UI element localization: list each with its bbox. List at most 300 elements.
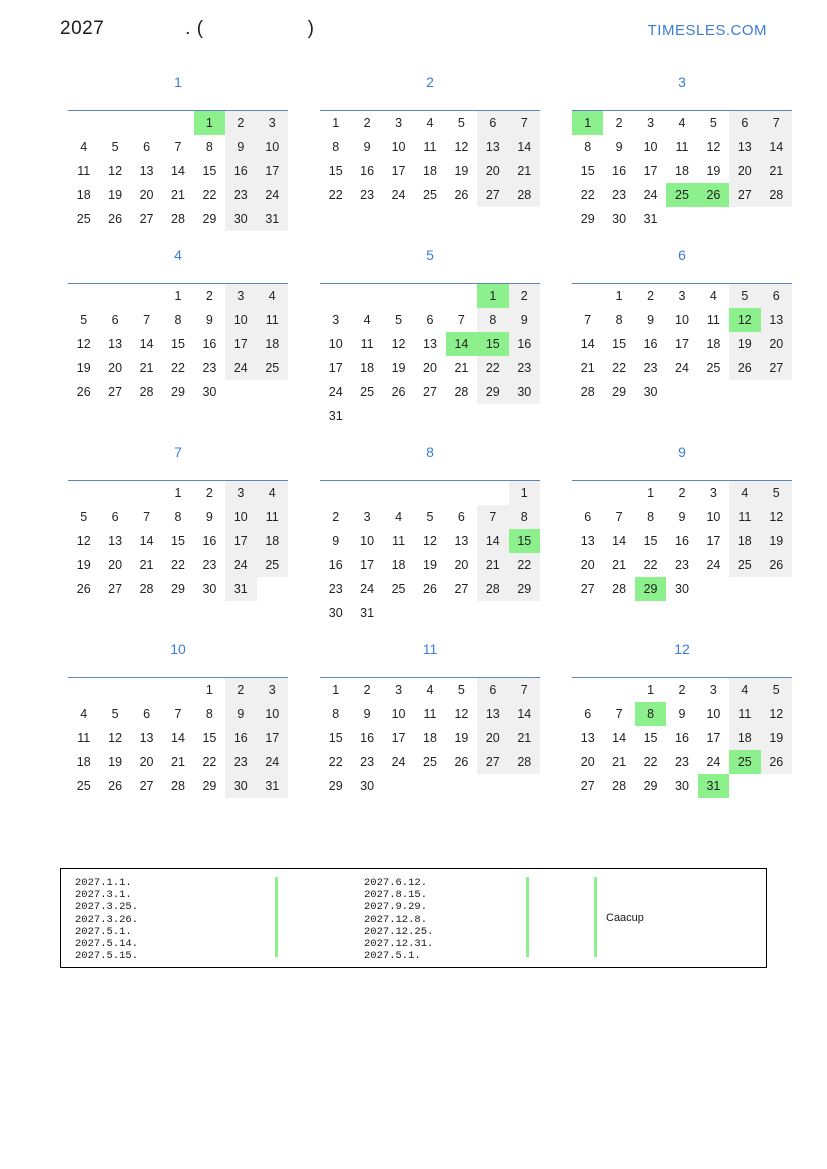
day-cell-weekend[interactable]: 7 [509, 111, 540, 136]
day-cell[interactable]: 16 [675, 731, 689, 745]
day-cell[interactable]: 26 [423, 582, 437, 596]
day-cell[interactable]: 1 [332, 116, 340, 130]
day-cell[interactable]: 25 [76, 212, 91, 226]
day-cell[interactable]: 6 [584, 707, 592, 721]
day-cell-weekend[interactable]: 27 [761, 356, 792, 380]
day-cell[interactable]: 10 [391, 140, 406, 154]
day-cell[interactable]: 6 [143, 707, 151, 721]
day-cell-holiday[interactable]: 29 [635, 577, 666, 601]
day-cell[interactable]: 13 [580, 534, 595, 548]
day-cell[interactable]: 24 [328, 385, 343, 399]
day-cell[interactable]: 9 [332, 534, 340, 548]
day-cell-weekend[interactable]: 6 [477, 111, 508, 136]
day-cell[interactable]: 4 [426, 116, 434, 130]
day-cell[interactable]: 22 [202, 755, 217, 769]
day-cell-weekend[interactable]: 13 [477, 135, 508, 159]
day-cell[interactable]: 7 [143, 313, 151, 327]
day-cell-weekend[interactable]: 18 [729, 726, 760, 750]
day-cell-weekend[interactable]: 3 [225, 284, 256, 309]
day-cell-weekend[interactable]: 12 [761, 505, 792, 529]
day-cell[interactable]: 14 [580, 337, 595, 351]
day-cell-weekend[interactable]: 24 [257, 750, 288, 774]
day-cell-holiday[interactable]: 1 [194, 111, 225, 136]
day-cell[interactable]: 5 [426, 510, 434, 524]
day-cell[interactable]: 27 [108, 385, 123, 399]
day-cell-holiday[interactable]: 15 [509, 529, 540, 553]
day-cell-weekend[interactable]: 24 [257, 183, 288, 207]
day-cell-weekend[interactable]: 16 [225, 726, 256, 750]
day-cell[interactable]: 28 [612, 779, 627, 793]
day-cell[interactable]: 6 [111, 313, 119, 327]
day-cell-weekend[interactable]: 14 [477, 529, 508, 553]
day-cell[interactable]: 15 [202, 731, 217, 745]
day-cell[interactable]: 22 [643, 755, 658, 769]
day-cell[interactable]: 25 [391, 582, 406, 596]
day-cell[interactable]: 27 [454, 582, 469, 596]
day-cell[interactable]: 10 [706, 707, 721, 721]
day-cell[interactable]: 16 [328, 558, 343, 572]
day-cell[interactable]: 12 [454, 140, 469, 154]
day-cell[interactable]: 2 [647, 289, 655, 303]
day-cell[interactable]: 14 [612, 731, 627, 745]
day-cell[interactable]: 3 [709, 683, 717, 697]
day-cell[interactable]: 15 [643, 731, 658, 745]
day-cell[interactable]: 24 [706, 755, 721, 769]
day-cell-weekend[interactable]: 27 [729, 183, 760, 207]
day-cell[interactable]: 22 [580, 188, 595, 202]
day-cell[interactable]: 22 [171, 361, 185, 375]
day-cell[interactable]: 9 [678, 510, 686, 524]
day-cell-weekend[interactable]: 27 [477, 183, 508, 207]
day-cell-weekend[interactable]: 26 [761, 553, 792, 577]
day-cell[interactable]: 12 [706, 140, 721, 154]
day-cell[interactable]: 14 [171, 731, 185, 745]
day-cell[interactable]: 23 [612, 188, 627, 202]
day-cell[interactable]: 29 [643, 779, 658, 793]
day-cell[interactable]: 3 [395, 116, 403, 130]
day-cell[interactable]: 1 [174, 486, 182, 500]
day-cell[interactable]: 21 [139, 361, 154, 375]
day-cell[interactable]: 20 [108, 361, 123, 375]
day-cell[interactable]: 4 [395, 510, 403, 524]
day-cell[interactable]: 30 [360, 779, 375, 793]
day-cell[interactable]: 8 [332, 140, 340, 154]
day-cell[interactable]: 5 [111, 140, 119, 154]
day-cell[interactable]: 9 [678, 707, 686, 721]
day-cell[interactable]: 29 [202, 779, 217, 793]
day-cell-weekend[interactable]: 22 [509, 553, 540, 577]
day-cell[interactable]: 17 [706, 534, 721, 548]
day-cell[interactable]: 8 [584, 140, 592, 154]
day-cell-weekend[interactable]: 4 [257, 481, 288, 506]
day-cell[interactable]: 22 [202, 188, 217, 202]
day-cell-holiday[interactable]: 26 [698, 183, 729, 207]
day-cell[interactable]: 19 [108, 188, 123, 202]
day-cell[interactable]: 24 [391, 755, 406, 769]
day-cell[interactable]: 11 [423, 707, 437, 721]
day-cell-weekend[interactable]: 20 [477, 159, 508, 183]
day-cell[interactable]: 13 [454, 534, 469, 548]
day-cell-weekend[interactable]: 6 [729, 111, 760, 136]
day-cell[interactable]: 27 [139, 779, 154, 793]
day-cell[interactable]: 1 [174, 289, 182, 303]
day-cell[interactable]: 8 [332, 707, 340, 721]
day-cell-weekend[interactable]: 10 [225, 505, 256, 529]
day-cell-weekend[interactable]: 7 [761, 111, 792, 136]
day-cell[interactable]: 30 [328, 606, 343, 620]
day-cell-weekend[interactable]: 17 [225, 332, 256, 356]
day-cell[interactable]: 31 [643, 212, 658, 226]
day-cell-holiday[interactable]: 14 [446, 332, 477, 356]
day-cell-weekend[interactable]: 18 [257, 332, 288, 356]
day-cell[interactable]: 11 [77, 164, 91, 178]
day-cell[interactable]: 7 [174, 707, 182, 721]
day-cell-holiday[interactable]: 12 [729, 308, 760, 332]
day-cell[interactable]: 25 [706, 361, 721, 375]
day-cell[interactable]: 7 [584, 313, 592, 327]
day-cell[interactable]: 19 [454, 164, 469, 178]
day-cell[interactable]: 23 [360, 755, 375, 769]
day-cell[interactable]: 8 [174, 313, 182, 327]
day-cell[interactable]: 11 [675, 140, 689, 154]
day-cell[interactable]: 7 [615, 707, 623, 721]
day-cell[interactable]: 23 [202, 558, 217, 572]
day-cell[interactable]: 18 [360, 361, 375, 375]
day-cell[interactable]: 13 [108, 337, 123, 351]
day-cell[interactable]: 22 [328, 755, 343, 769]
day-cell[interactable]: 30 [612, 212, 627, 226]
day-cell[interactable]: 10 [706, 510, 721, 524]
day-cell[interactable]: 14 [139, 534, 154, 548]
day-cell[interactable]: 18 [675, 164, 689, 178]
day-cell[interactable]: 20 [580, 755, 595, 769]
day-cell[interactable]: 15 [202, 164, 217, 178]
day-cell[interactable]: 15 [328, 731, 343, 745]
day-cell[interactable]: 4 [80, 707, 88, 721]
day-cell[interactable]: 5 [395, 313, 403, 327]
day-cell[interactable]: 28 [454, 385, 469, 399]
day-cell[interactable]: 5 [457, 683, 465, 697]
day-cell[interactable]: 4 [426, 683, 434, 697]
day-cell[interactable]: 26 [391, 385, 406, 399]
day-cell[interactable]: 22 [171, 558, 185, 572]
day-cell-weekend[interactable]: 2 [225, 111, 256, 136]
day-cell-weekend[interactable]: 18 [257, 529, 288, 553]
day-cell[interactable]: 3 [332, 313, 340, 327]
day-cell-weekend[interactable]: 13 [761, 308, 792, 332]
day-cell-weekend[interactable]: 4 [729, 481, 760, 506]
day-cell-weekend[interactable]: 10 [257, 135, 288, 159]
day-cell[interactable]: 10 [360, 534, 375, 548]
day-cell-weekend[interactable]: 24 [225, 553, 256, 577]
day-cell[interactable]: 29 [171, 385, 185, 399]
day-cell[interactable]: 5 [709, 116, 717, 130]
day-cell-weekend[interactable]: 10 [257, 702, 288, 726]
day-cell-weekend[interactable]: 11 [729, 505, 760, 529]
day-cell-weekend[interactable]: 11 [257, 505, 288, 529]
day-cell[interactable]: 8 [174, 510, 182, 524]
day-cell[interactable]: 8 [205, 707, 213, 721]
day-cell[interactable]: 14 [612, 534, 627, 548]
day-cell[interactable]: 10 [328, 337, 343, 351]
day-cell[interactable]: 21 [454, 361, 469, 375]
day-cell[interactable]: 15 [171, 534, 185, 548]
day-cell-weekend[interactable]: 27 [477, 750, 508, 774]
day-cell-weekend[interactable]: 3 [225, 481, 256, 506]
day-cell-weekend[interactable]: 13 [477, 702, 508, 726]
day-cell[interactable]: 31 [360, 606, 375, 620]
day-cell-weekend[interactable]: 18 [729, 529, 760, 553]
day-cell[interactable]: 28 [171, 779, 185, 793]
day-cell[interactable]: 10 [391, 707, 406, 721]
day-cell[interactable]: 16 [202, 337, 217, 351]
day-cell-weekend[interactable]: 9 [225, 135, 256, 159]
day-cell[interactable]: 3 [647, 116, 655, 130]
day-cell[interactable]: 23 [675, 755, 689, 769]
day-cell[interactable]: 7 [615, 510, 623, 524]
day-cell[interactable]: 21 [171, 188, 185, 202]
day-cell[interactable]: 19 [76, 558, 91, 572]
day-cell[interactable]: 24 [360, 582, 375, 596]
day-cell-weekend[interactable]: 29 [509, 577, 540, 601]
day-cell-weekend[interactable]: 12 [761, 702, 792, 726]
day-cell-weekend[interactable]: 23 [225, 183, 256, 207]
day-cell-weekend[interactable]: 8 [477, 308, 508, 332]
day-cell-holiday[interactable]: 31 [698, 774, 729, 798]
day-cell-weekend[interactable]: 31 [257, 774, 288, 798]
day-cell[interactable]: 12 [391, 337, 406, 351]
day-cell-weekend[interactable]: 3 [257, 111, 288, 136]
day-cell[interactable]: 7 [174, 140, 182, 154]
day-cell[interactable]: 9 [647, 313, 655, 327]
day-cell[interactable]: 9 [615, 140, 623, 154]
day-cell-weekend[interactable]: 19 [761, 726, 792, 750]
day-cell-weekend[interactable]: 25 [729, 553, 760, 577]
day-cell-holiday[interactable]: 8 [635, 702, 666, 726]
day-cell[interactable]: 19 [108, 755, 123, 769]
day-cell-weekend[interactable]: 25 [257, 356, 288, 380]
day-cell-weekend[interactable]: 17 [257, 726, 288, 750]
day-cell[interactable]: 1 [647, 486, 655, 500]
day-cell-holiday[interactable]: 15 [477, 332, 508, 356]
day-cell[interactable]: 2 [205, 289, 213, 303]
day-cell-weekend[interactable]: 2 [225, 678, 256, 703]
day-cell[interactable]: 16 [360, 164, 375, 178]
day-cell-weekend[interactable]: 4 [257, 284, 288, 309]
day-cell[interactable]: 2 [205, 486, 213, 500]
day-cell[interactable]: 15 [612, 337, 627, 351]
day-cell-weekend[interactable]: 11 [257, 308, 288, 332]
day-cell[interactable]: 20 [454, 558, 469, 572]
day-cell[interactable]: 28 [171, 212, 185, 226]
day-cell[interactable]: 6 [111, 510, 119, 524]
day-cell-weekend[interactable]: 5 [761, 481, 792, 506]
day-cell-weekend[interactable]: 21 [509, 159, 540, 183]
day-cell-weekend[interactable]: 28 [509, 750, 540, 774]
day-cell[interactable]: 20 [108, 558, 123, 572]
day-cell[interactable]: 17 [391, 164, 406, 178]
day-cell[interactable]: 26 [76, 385, 91, 399]
day-cell[interactable]: 26 [76, 582, 91, 596]
day-cell[interactable]: 14 [139, 337, 154, 351]
day-cell[interactable]: 5 [80, 510, 88, 524]
day-cell[interactable]: 31 [328, 409, 343, 423]
day-cell[interactable]: 25 [76, 779, 91, 793]
day-cell-weekend[interactable]: 20 [761, 332, 792, 356]
day-cell-weekend[interactable]: 31 [225, 577, 256, 601]
day-cell[interactable]: 10 [675, 313, 689, 327]
day-cell[interactable]: 2 [678, 486, 686, 500]
day-cell[interactable]: 4 [80, 140, 88, 154]
day-cell[interactable]: 9 [363, 707, 371, 721]
day-cell-weekend[interactable]: 14 [509, 702, 540, 726]
day-cell[interactable]: 25 [423, 755, 437, 769]
day-cell[interactable]: 16 [360, 731, 375, 745]
day-cell[interactable]: 24 [643, 188, 658, 202]
day-cell-weekend[interactable]: 1 [509, 481, 540, 506]
day-cell[interactable]: 5 [457, 116, 465, 130]
day-cell[interactable]: 15 [328, 164, 343, 178]
day-cell[interactable]: 14 [171, 164, 185, 178]
day-cell[interactable]: 3 [395, 683, 403, 697]
day-cell[interactable]: 2 [363, 116, 371, 130]
day-cell-holiday[interactable]: 25 [666, 183, 697, 207]
day-cell[interactable]: 16 [675, 534, 689, 548]
day-cell[interactable]: 12 [76, 534, 91, 548]
day-cell[interactable]: 1 [205, 683, 213, 697]
day-cell[interactable]: 13 [139, 731, 154, 745]
day-cell-weekend[interactable]: 17 [225, 529, 256, 553]
day-cell[interactable]: 27 [139, 212, 154, 226]
day-cell[interactable]: 17 [360, 558, 375, 572]
day-cell[interactable]: 29 [328, 779, 343, 793]
day-cell[interactable]: 26 [108, 212, 123, 226]
day-cell[interactable]: 17 [391, 731, 406, 745]
day-cell[interactable]: 20 [580, 558, 595, 572]
day-cell-holiday[interactable]: 25 [729, 750, 760, 774]
day-cell[interactable]: 28 [139, 582, 154, 596]
day-cell-holiday[interactable]: 1 [477, 284, 508, 309]
day-cell[interactable]: 18 [76, 188, 91, 202]
day-cell-weekend[interactable]: 31 [257, 207, 288, 231]
day-cell[interactable]: 8 [205, 140, 213, 154]
day-cell-weekend[interactable]: 3 [257, 678, 288, 703]
day-cell[interactable]: 30 [675, 779, 689, 793]
day-cell-weekend[interactable]: 28 [509, 183, 540, 207]
day-cell[interactable]: 3 [363, 510, 371, 524]
day-cell[interactable]: 19 [706, 164, 721, 178]
day-cell[interactable]: 4 [709, 289, 717, 303]
day-cell-weekend[interactable]: 21 [761, 159, 792, 183]
day-cell-weekend[interactable]: 6 [477, 678, 508, 703]
day-cell[interactable]: 17 [706, 731, 721, 745]
day-cell[interactable]: 29 [612, 385, 627, 399]
day-cell[interactable]: 30 [675, 582, 689, 596]
day-cell[interactable]: 21 [612, 755, 627, 769]
day-cell[interactable]: 15 [171, 337, 185, 351]
day-cell-weekend[interactable]: 10 [225, 308, 256, 332]
day-cell-weekend[interactable]: 28 [477, 577, 508, 601]
day-cell[interactable]: 27 [423, 385, 437, 399]
day-cell-weekend[interactable]: 24 [225, 356, 256, 380]
day-cell[interactable]: 2 [332, 510, 340, 524]
day-cell[interactable]: 27 [108, 582, 123, 596]
day-cell[interactable]: 30 [202, 385, 217, 399]
day-cell[interactable]: 13 [423, 337, 437, 351]
day-cell-weekend[interactable]: 8 [509, 505, 540, 529]
day-cell[interactable]: 1 [647, 683, 655, 697]
day-cell[interactable]: 22 [328, 188, 343, 202]
day-cell-weekend[interactable]: 25 [257, 553, 288, 577]
day-cell-weekend[interactable]: 19 [761, 529, 792, 553]
day-cell[interactable]: 21 [612, 558, 627, 572]
day-cell-weekend[interactable]: 22 [477, 356, 508, 380]
day-cell[interactable]: 7 [143, 510, 151, 524]
day-cell[interactable]: 9 [205, 510, 213, 524]
day-cell[interactable]: 18 [423, 164, 437, 178]
day-cell[interactable]: 9 [205, 313, 213, 327]
day-cell[interactable]: 15 [643, 534, 658, 548]
day-cell[interactable]: 30 [202, 582, 217, 596]
day-cell-weekend[interactable]: 7 [509, 678, 540, 703]
day-cell[interactable]: 13 [108, 534, 123, 548]
day-cell-weekend[interactable]: 14 [761, 135, 792, 159]
day-cell[interactable]: 22 [612, 361, 627, 375]
day-cell[interactable]: 28 [139, 385, 154, 399]
day-cell[interactable]: 23 [675, 558, 689, 572]
day-cell[interactable]: 16 [643, 337, 658, 351]
day-cell[interactable]: 16 [202, 534, 217, 548]
day-cell[interactable]: 13 [580, 731, 595, 745]
day-cell-weekend[interactable]: 29 [477, 380, 508, 404]
day-cell[interactable]: 19 [391, 361, 406, 375]
day-cell-weekend[interactable]: 2 [509, 284, 540, 309]
day-cell[interactable]: 29 [202, 212, 217, 226]
day-cell[interactable]: 26 [108, 779, 123, 793]
day-cell-holiday[interactable]: 1 [572, 111, 603, 136]
day-cell[interactable]: 6 [457, 510, 465, 524]
day-cell[interactable]: 23 [360, 188, 375, 202]
day-cell[interactable]: 30 [643, 385, 658, 399]
day-cell-weekend[interactable]: 13 [729, 135, 760, 159]
day-cell[interactable]: 16 [612, 164, 627, 178]
day-cell[interactable]: 29 [580, 212, 595, 226]
day-cell[interactable]: 11 [706, 313, 720, 327]
day-cell[interactable]: 24 [706, 558, 721, 572]
day-cell[interactable]: 3 [678, 289, 686, 303]
day-cell[interactable]: 15 [580, 164, 595, 178]
day-cell-weekend[interactable]: 9 [225, 702, 256, 726]
day-cell[interactable]: 13 [139, 164, 154, 178]
day-cell[interactable]: 12 [108, 731, 123, 745]
day-cell[interactable]: 21 [171, 755, 185, 769]
day-cell[interactable]: 11 [423, 140, 437, 154]
day-cell[interactable]: 27 [580, 779, 595, 793]
day-cell[interactable]: 5 [111, 707, 119, 721]
day-cell[interactable]: 18 [706, 337, 721, 351]
day-cell-weekend[interactable]: 30 [509, 380, 540, 404]
day-cell[interactable]: 10 [643, 140, 658, 154]
day-cell[interactable]: 2 [678, 683, 686, 697]
day-cell-weekend[interactable]: 20 [477, 726, 508, 750]
day-cell[interactable]: 17 [328, 361, 343, 375]
day-cell[interactable]: 19 [423, 558, 437, 572]
day-cell-weekend[interactable]: 5 [729, 284, 760, 309]
day-cell[interactable]: 29 [171, 582, 185, 596]
day-cell[interactable]: 12 [454, 707, 469, 721]
day-cell-weekend[interactable]: 16 [509, 332, 540, 356]
day-cell-weekend[interactable]: 21 [509, 726, 540, 750]
